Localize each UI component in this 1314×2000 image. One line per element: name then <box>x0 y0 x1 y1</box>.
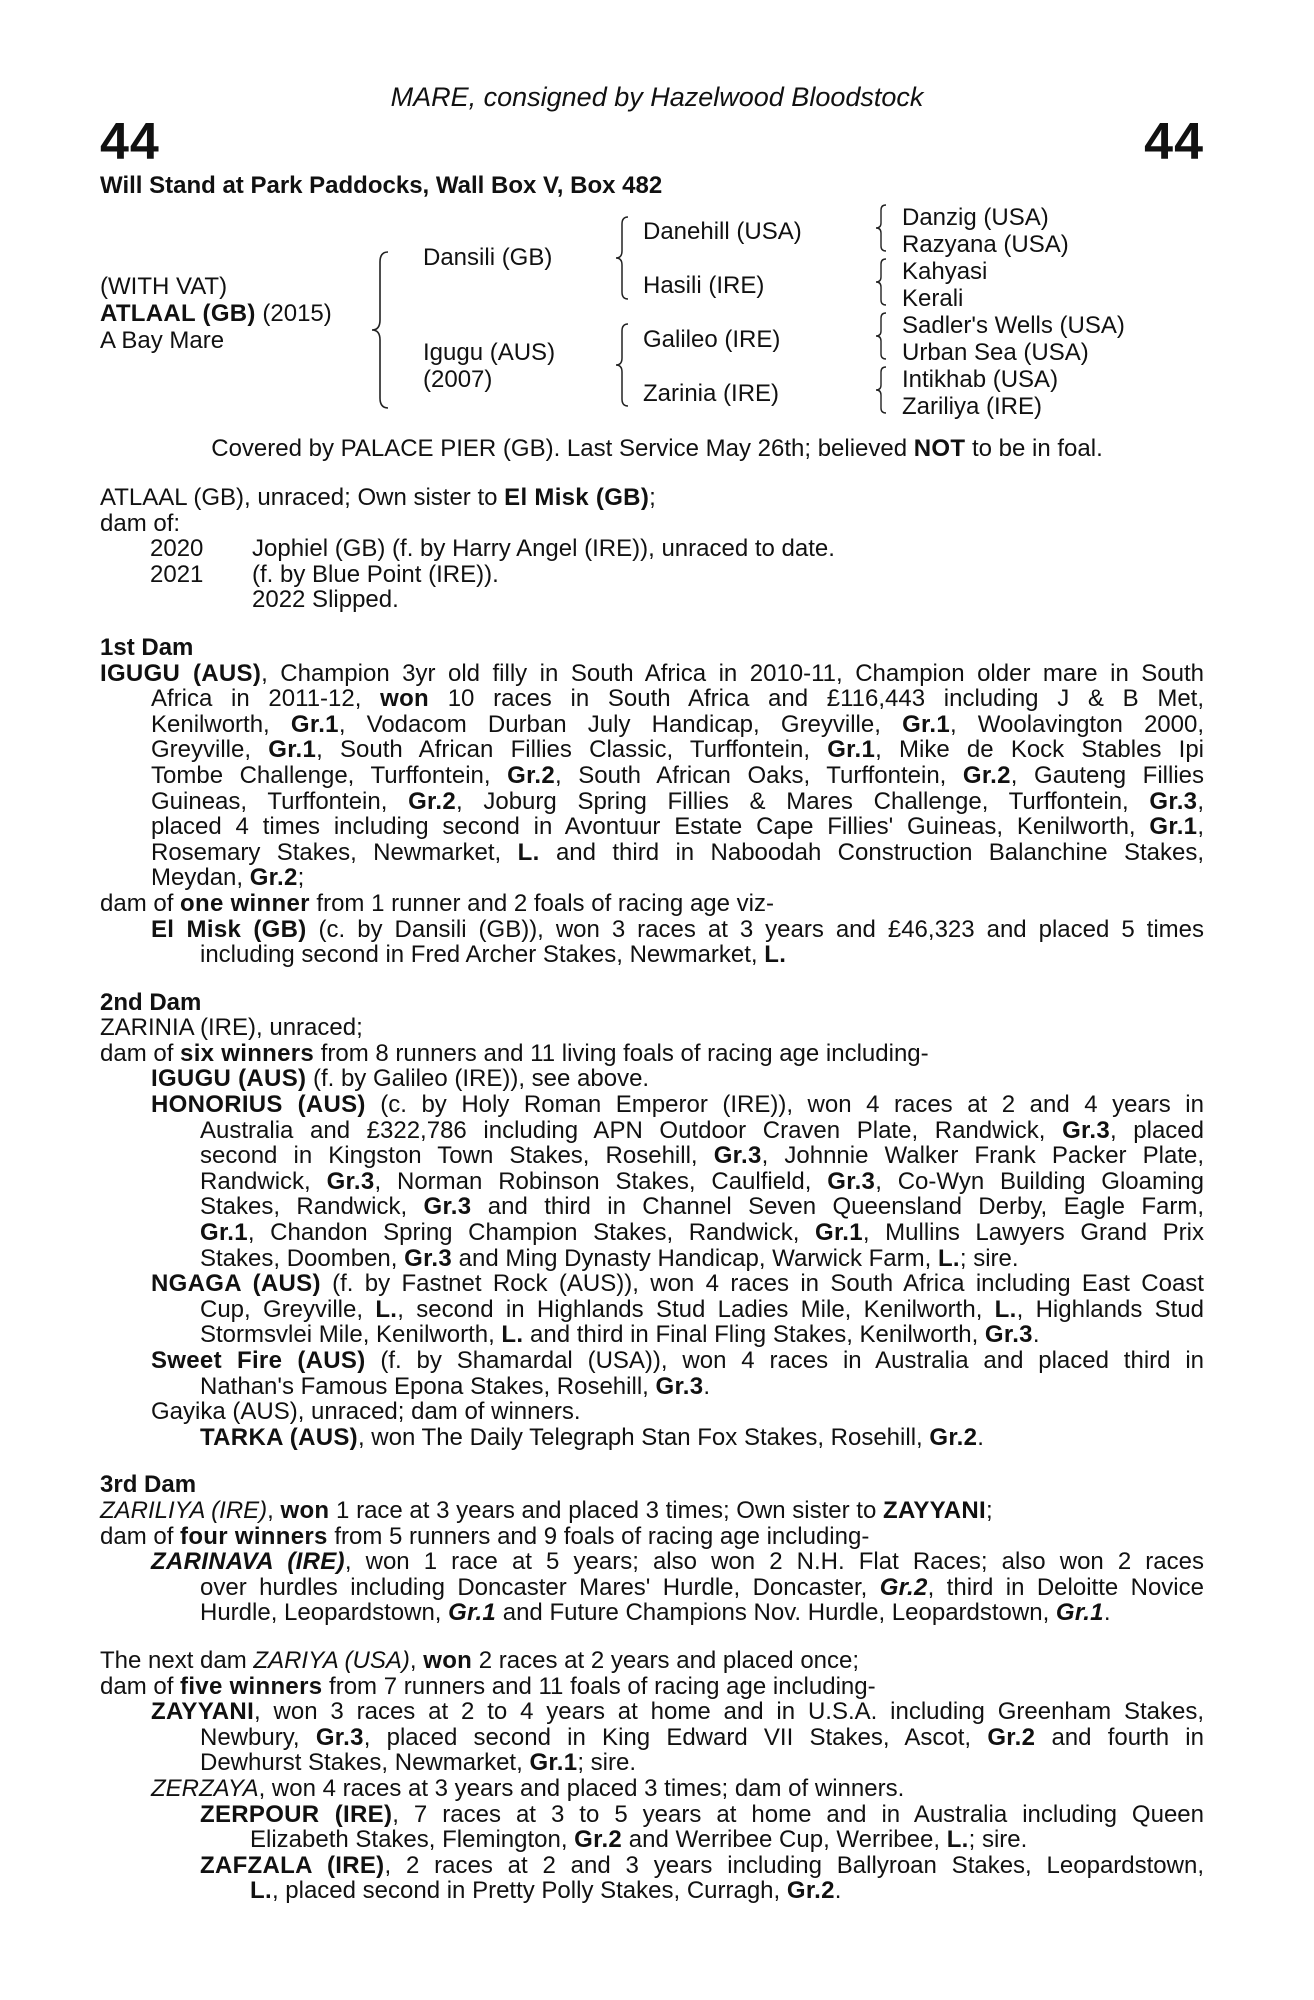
ggs-2: Razyana (USA) <box>902 231 1069 258</box>
second-dam-foal: Cup, Greyville, L., second in Highlands Stud Ladies Mile, Kenilworth, L., Highlands Stud <box>200 1295 1204 1323</box>
grandsire-1: Danehill (USA) <box>643 218 802 245</box>
next-dam-line: The next dam ZARIYA (USA), won 2 races at 2 years and placed once; <box>100 1646 860 1674</box>
second-dam-foal: Stakes, Randwick, Gr.3 and third in Channel Seven Queensland Derby, Eagle Farm, <box>200 1193 1204 1221</box>
covering-text: Covered by PALACE PIER (GB). Last Service May 26th; believed <box>211 435 914 462</box>
first-dam-line: Greyville, Gr.1, South African Fillies Classic, Turffontein, Gr.1, Mike de Kock Stables Ipi <box>151 736 1205 764</box>
third-dam-foal: over hurdles including Doncaster Mares' Hurdle, Doncaster, Gr.2, third in Deloitte Novice <box>200 1573 1204 1601</box>
consignor-heading: MARE, consigned by Hazelwood Bloodstock <box>390 82 924 112</box>
ggs-6: Urban Sea (USA) <box>902 339 1089 366</box>
next-dam-foal: Dewhurst Stakes, Newmarket, Gr.1; sire. <box>200 1749 637 1777</box>
horse-year: (2015) <box>255 300 332 327</box>
ggs-7: Intikhab (USA) <box>902 366 1059 393</box>
produce-intro: ATLAAL (GB), unraced; Own sister to El Misk (GB); <box>100 484 656 511</box>
second-dam-foal: TARKA (AUS), won The Daily Telegraph Stan Fox Stakes, Rosehill, Gr.2. <box>200 1423 984 1451</box>
second-dam-foal: second in Kingston Town Stakes, Rosehill, Gr.3, Johnnie Walker Frank Packer Plate, <box>200 1142 1204 1170</box>
second-dam-foal: Stormsvlei Mile, Kenilworth, L. and third in Final Fling Stakes, Kenilworth, Gr.3. <box>200 1321 1040 1349</box>
ggs-8: Zariliya (IRE) <box>902 393 1043 420</box>
horse-name-line <box>100 300 332 327</box>
first-dam-line: Guineas, Turffontein, Gr.2, Joburg Spring Fillies & Mares Challenge, Turffontein, Gr.3, <box>151 787 1204 815</box>
sire-brace <box>612 215 632 301</box>
produce-2021: 2021 (f. by Blue Point (IRE)). <box>150 560 499 588</box>
second-dam-foal: IGUGU (AUS) (f. by Galileo (IRE)), see above. <box>151 1065 650 1093</box>
horse-description: A Bay Mare <box>100 327 225 354</box>
second-dam-foal: Randwick, Gr.3, Norman Robinson Stakes, Caulfield, Gr.3, Co-Wyn Building Gloaming <box>200 1167 1204 1195</box>
first-dam-line: IGUGU (AUS), Champion 3yr old filly in South Africa in 2010-11, Champion older mare in South <box>100 659 1204 687</box>
first-dam-produce: dam of one winner from 1 runner and 2 foals of racing age viz- <box>100 889 774 917</box>
covering-not: NOT <box>913 435 966 462</box>
produce-record <box>100 485 1204 1904</box>
first-dam-line: Kenilworth, Gr.1, Vodacom Durban July Handicap, Greyville, Gr.1, Woolavington 2000, <box>151 710 1205 738</box>
covering-text-end: to be in foal. <box>965 435 1103 462</box>
third-dam-line: ZARILIYA (IRE), won 1 race at 3 years and placed 3 times; Own sister to ZAYYANI; <box>100 1496 993 1524</box>
third-dam-foal: Hurdle, Leopardstown, Gr.1 and Future Champions Nov. Hurdle, Leopardstown, Gr.1. <box>200 1599 1111 1627</box>
next-dam-foal: ZAFZALA (IRE), 2 races at 2 and 3 years including Ballyroan Stakes, Leopardstown, <box>200 1851 1204 1879</box>
second-dam-foal: Sweet Fire (AUS) (f. by Shamardal (USA)), won 4 races in Australia and placed third in <box>151 1347 1205 1374</box>
second-dam-foal: Australia and £322,786 including APN Outdoor Craven Plate, Randwick, Gr.3, placed <box>200 1116 1205 1144</box>
ggs-3: Kahyasi <box>902 258 988 285</box>
produce-2022: 2022 Slipped. <box>252 586 399 614</box>
first-dam-line: Africa in 2011-12, won 10 races in South Africa and £116,443 including J & B Met, <box>151 685 1205 713</box>
second-dam-foal: NGAGA (AUS) (f. by Fastnet Rock (AUS)), won 4 races in South Africa including East Coast <box>151 1270 1204 1298</box>
ggs-1: Danzig (USA) <box>902 204 1049 231</box>
next-dam-foal: ZAYYANI, won 3 races at 2 to 4 years at home and in U.S.A. including Greenham Stakes, <box>151 1698 1204 1726</box>
sire-name: Dansili (GB) <box>423 244 553 271</box>
next-dam-foal: ZERZAYA, won 4 races at 3 years and placed 3 times; dam of winners. <box>151 1774 905 1802</box>
second-dam-foal: HONORIUS (AUS) (c. by Holy Roman Emperor (IRE)), won 4 races at 2 and 4 years in <box>151 1091 1204 1119</box>
horse-name: ATLAAL (GB) <box>100 300 256 327</box>
next-dam-foal: Elizabeth Stakes, Flemington, Gr.2 and Werribee Cup, Werribee, L.; sire. <box>250 1826 1028 1854</box>
vat-note: (WITH VAT) <box>100 273 228 300</box>
first-dam-line: placed 4 times including second in Avontuur Estate Cape Fillies' Guineas, Kenilworth, Gr.1, <box>151 813 1204 841</box>
lot-number-left: 44 <box>100 113 160 171</box>
first-dam-foal: El Misk (GB) (c. by Dansili (GB)), won 3 races at 3 years and £46,323 and placed 5 times <box>151 915 1204 943</box>
ggs-4: Kerali <box>902 285 964 312</box>
second-dam-line: ZARINIA (IRE), unraced; <box>100 1014 363 1042</box>
second-dam-heading: 2nd Dam <box>100 988 202 1016</box>
first-dam-heading: 1st Dam <box>100 633 194 661</box>
ggs-5: Sadler's Wells (USA) <box>902 312 1125 339</box>
next-dam-foal: Newbury, Gr.3, placed second in King Edward VII Stakes, Ascot, Gr.2 and fourth in <box>200 1723 1204 1751</box>
first-dam-line: Meydan, Gr.2; <box>151 864 305 892</box>
second-dam-foal: Gr.1, Chandon Spring Champion Stakes, Randwick, Gr.1, Mullins Lawyers Grand Prix <box>200 1219 1204 1247</box>
third-dam-foal: ZARINAVA (IRE), won 1 race at 5 years; also won 2 N.H. Flat Races; also won 2 races <box>151 1548 1204 1576</box>
lot-number-right: 44 <box>1144 113 1204 171</box>
covering-note <box>0 435 1314 463</box>
first-dam-line: Tombe Challenge, Turffontein, Gr.2, South African Oaks, Turffontein, Gr.2, Gauteng Fillies <box>151 761 1204 789</box>
next-dam-foal: ZERPOUR (IRE), 7 races at 3 to 5 years at home and in Australia including Queen <box>200 1800 1204 1828</box>
ggs-braces <box>872 203 890 419</box>
dam-brace <box>612 322 632 408</box>
granddam-1: Hasili (IRE) <box>643 272 765 299</box>
third-dam-produce: dam of four winners from 5 runners and 9 foals of racing age including- <box>100 1522 870 1550</box>
second-dam-produce: dam of six winners from 8 runners and 11 living foals of racing age including- <box>100 1039 929 1067</box>
second-dam-foal: Stakes, Doomben, Gr.3 and Ming Dynasty Handicap, Warwick Farm, L.; sire. <box>200 1244 1019 1272</box>
pedigree-brace <box>368 250 390 410</box>
granddam-2: Zarinia (IRE) <box>643 380 780 407</box>
stand-location: Will Stand at Park Paddocks, Wall Box V, Box 482 <box>100 172 663 199</box>
next-dam-produce: dam of five winners from 7 runners and 11 foals of racing age including- <box>100 1672 876 1700</box>
grandsire-2: Galileo (IRE) <box>643 326 781 353</box>
second-dam-foal: Nathan's Famous Epona Stakes, Rosehill, Gr.3. <box>200 1372 711 1400</box>
dam-year: (2007) <box>423 366 493 393</box>
produce-2020: 2020 Jophiel (GB) (f. by Harry Angel (IRE)), unraced to date. <box>150 535 835 563</box>
dam-name: Igugu (AUS) <box>423 339 556 366</box>
first-dam-foal: including second in Fred Archer Stakes, Newmarket, L. <box>200 941 787 969</box>
second-dam-foal: Gayika (AUS), unraced; dam of winners. <box>151 1398 581 1426</box>
first-dam-line: Rosemary Stakes, Newmarket, L. and third in Naboodah Construction Balanchine Stakes, <box>151 838 1204 866</box>
produce-dam-of: dam of: <box>100 509 181 537</box>
third-dam-heading: 3rd Dam <box>100 1471 197 1499</box>
next-dam-foal: L., placed second in Pretty Polly Stakes, Curragh, Gr.2. <box>250 1877 842 1905</box>
